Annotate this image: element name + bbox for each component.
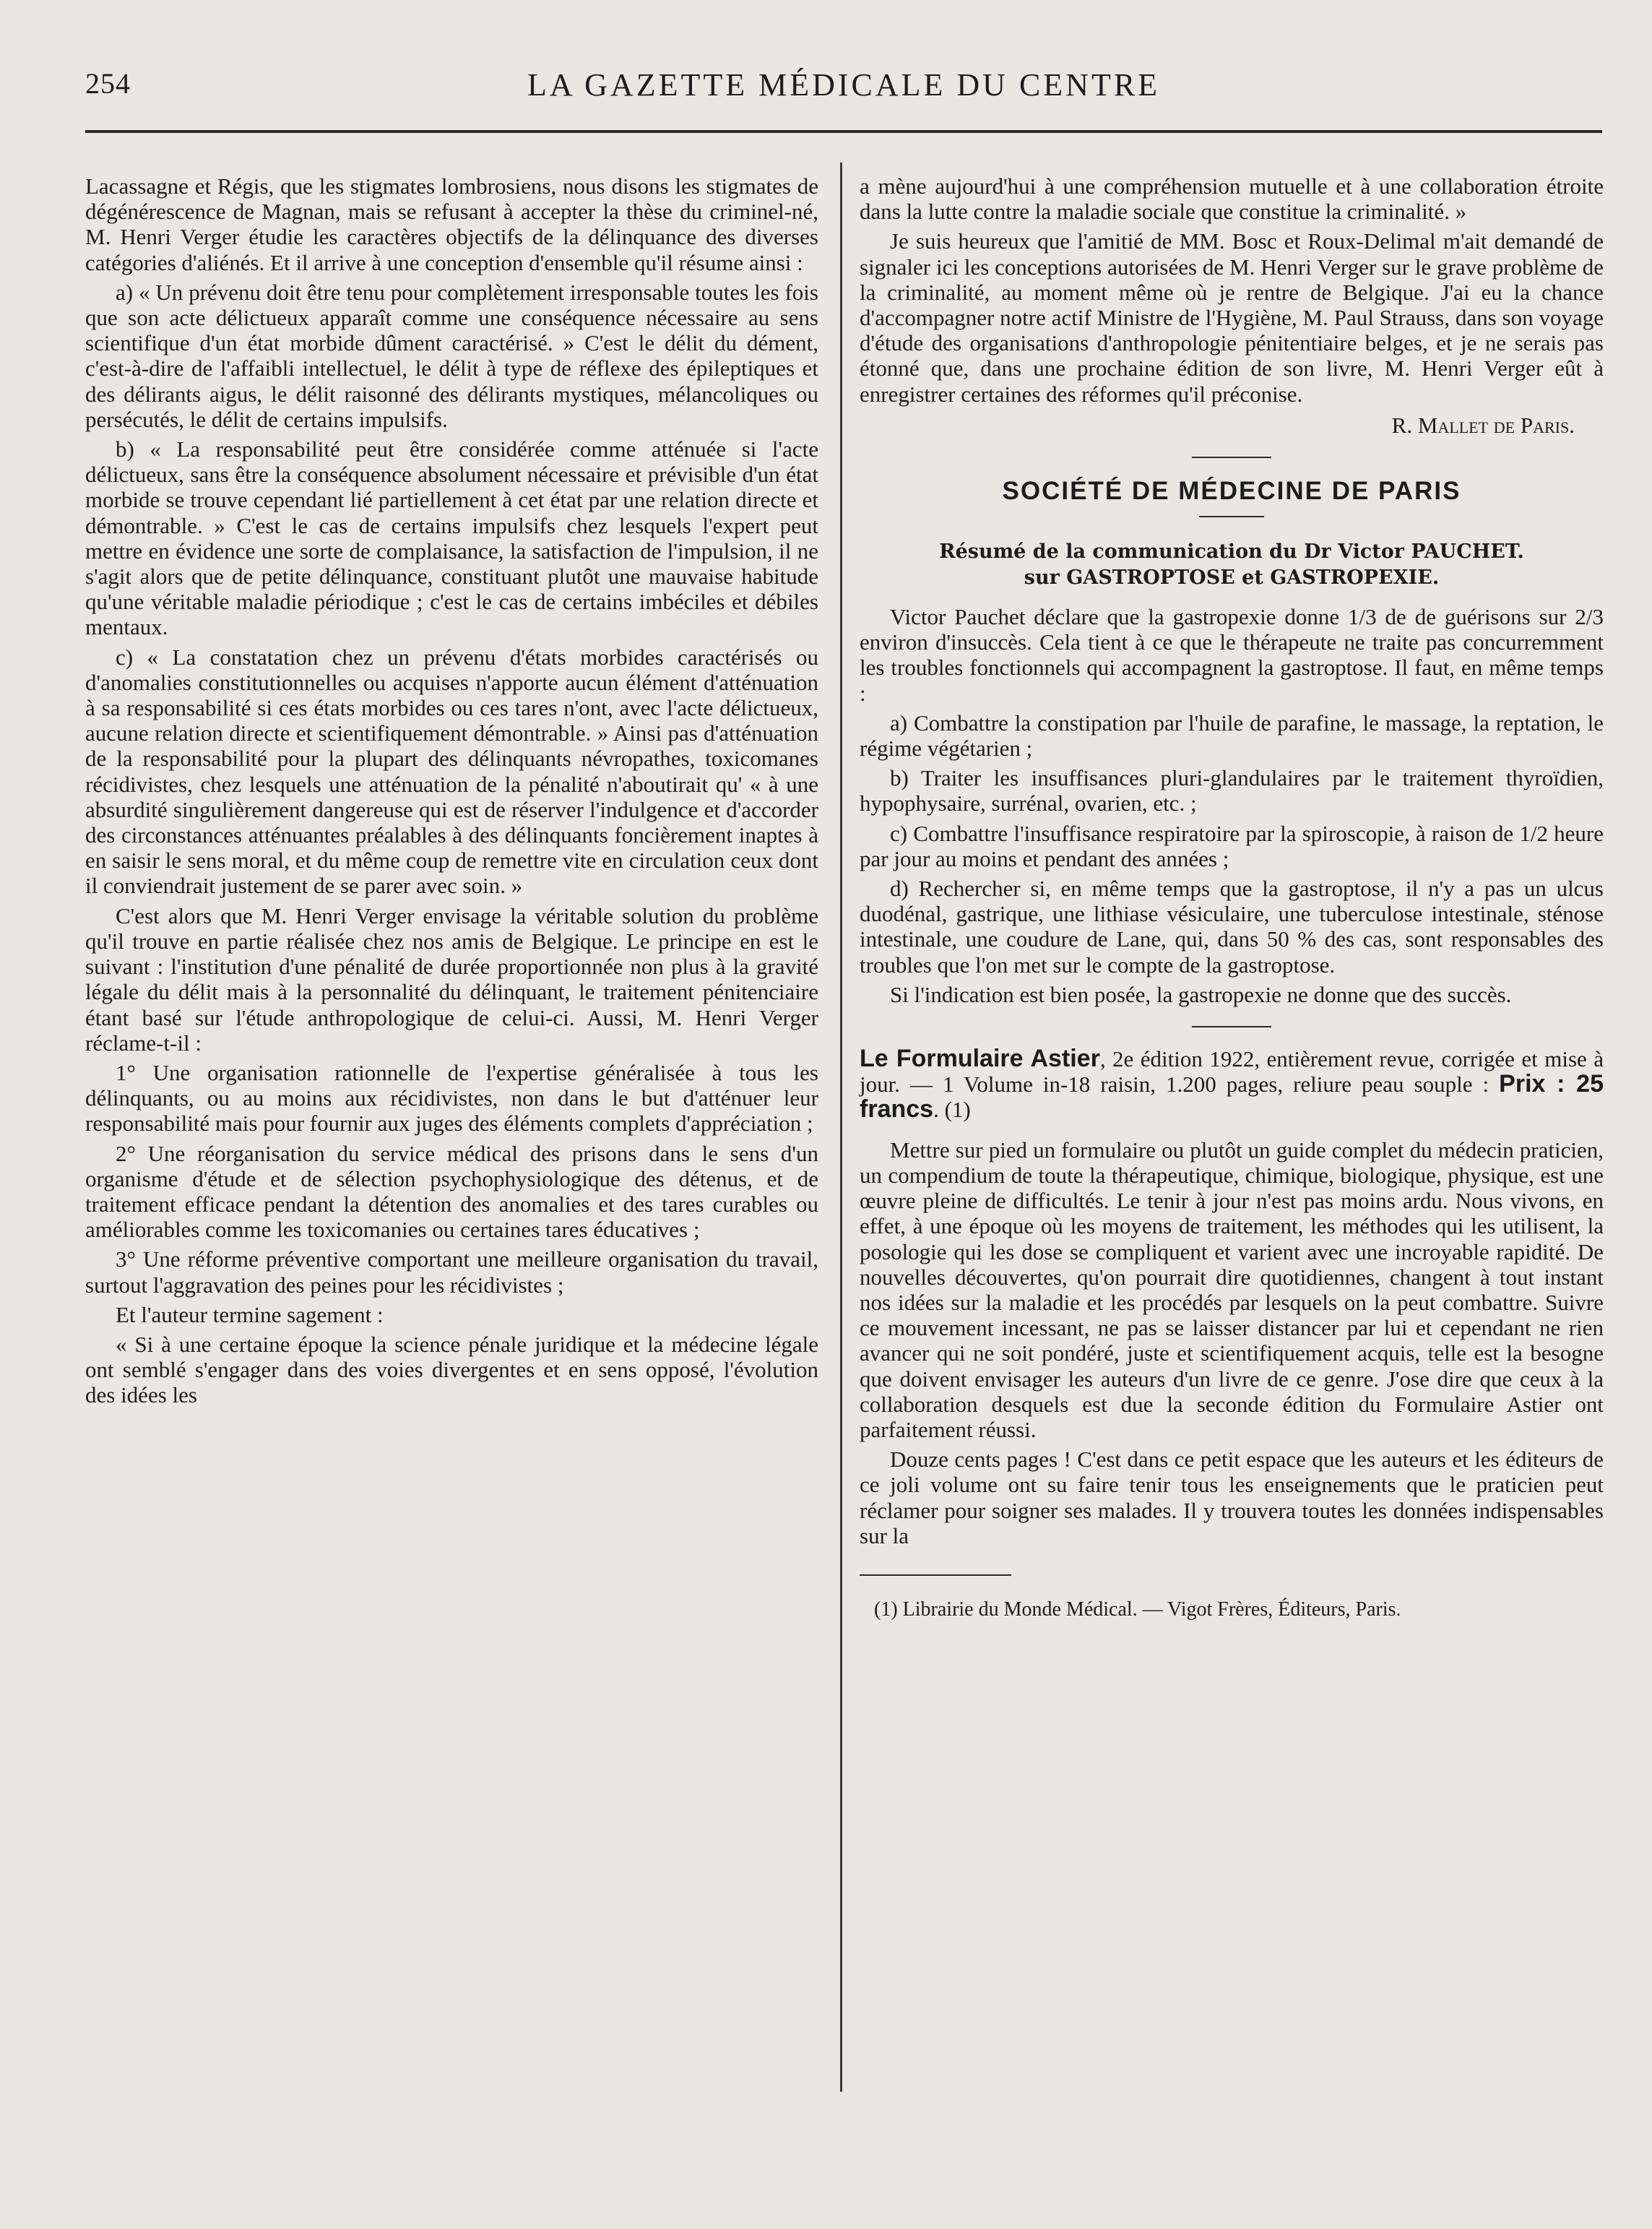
section-separator: [1192, 457, 1271, 458]
left-paragraph-7: 2° Une réorganisation du service médical des prisons dans le sens d'un organisme d'étude et de sélection psychophysiologique des détenus, et de traitement efficace pendant la détention des anomalies et des tares curables ou améliorables comme les toxicomanies ou certaines tares éducatives ;: [85, 1140, 818, 1243]
communication-item-b: b) Traiter les insuffisances pluri-glandulaires par le traitement thyroïdien, hypophysaire, surrénal, ovarien, etc. ;: [860, 765, 1604, 816]
left-paragraph-9: Et l'auteur termine sagement :: [116, 1301, 384, 1327]
left-paragraph-8: 3° Une réforme préventive comportant une meilleure organisation du travail, surtout l'aggravation des peines pour les récidivistes ;: [85, 1246, 818, 1298]
communication-item-c: c) Combattre l'insuffisance respiratoire par la spiroscopie, à raison de 1/2 heure par jour au moins et pendant des années ;: [860, 820, 1604, 871]
book-price: Prix : 25 francs: [860, 1070, 1604, 1124]
section-title: SOCIÉTÉ DE MÉDECINE DE PARIS: [1002, 477, 1461, 506]
column-divider: [840, 163, 842, 2092]
communication-paragraph-1: Victor Pauchet déclare que la gastropexie donne 1/3 de de guérisons sur 2/3 environ d'insuccès. Cela tient à ce que le thérapeute ne traite pas concurremment les troubles fonctionnels qui accompagnent la gastroptose. Il faut, en même temps :: [860, 604, 1604, 706]
page-header: [85, 66, 1602, 110]
left-paragraph-4: c) « La constatation chez un prévenu d'états morbides caractérisés ou d'anomalies constitutionnelles ou acquises n'apporte aucun élément d'atténuation à sa responsabilité si ces états morbides ou ces tares n'ont, avec l'acte délictueux, aucune relation directe et scientifiquement démontrable. » Ainsi pas d'atténuation de la responsabilité pour la plupart des délinquants névropathes, toxicomanes récidivistes, chez lesquels une atténuation de la pénalité n'aboutirait qu' « à une absurdité singulièrement dangereuse qui est de réserver l'indulgence et d'accorder des circonstances atténuantes préalables à des délinquants foncièrement inaptes à en saisir le sens moral, et du même coup de remettre vite en circulation ceux dont il conviendrait justement de se parer avec soin. »: [85, 644, 818, 899]
book-announcement: [860, 1046, 1604, 1123]
header-rule: [85, 130, 1602, 133]
review-paragraph-1: Mettre sur pied un formulaire ou plutôt un guide complet du médecin praticien, un compendium de toute la thérapeutique, chimique, biologique, physique, est une œuvre pleine de difficultés. Le tenir à jour n'est pas moins ardu. Nous vivons, en effet, à une époque où les moyens de traitement, les méthodes qui les utilisent, la posologie qui les dose se compliquent et varient avec une incroyable rapidité. De nouvelles découvertes, qu'on pourrait dire quotidiennes, changent à tout instant nos idées sur la maladie et les procédés par lesquels on la peut combattre. Suivre ce mouvement incessant, ne pas se laisser distancer par lui et cependant ne rien avancer qui ne soit pondéré, juste et scientifiquement acquis, telle est la besogne que doivent envisager les auteurs d'un livre de ce genre. J'ose dire que ceux à la collaboration desquels est due la seconde édition du Formulaire Astier ont parfaitement réussi.: [860, 1137, 1604, 1442]
book-title: Le Formulaire Astier: [860, 1045, 1100, 1073]
left-paragraph-10: « Si à une certaine époque la science pénale juridique et la médecine légale ont semblé s'engager dans des voies divergentes et en sens opposé, l'évolution des idées les: [85, 1331, 818, 1408]
review-paragraph-2: Douze cents pages ! C'est dans ce petit espace que les auteurs et les éditeurs de ce joli volume ont su faire tenir tous les enseignements que le praticien peut réclamer pour soigner ses malades. Il y trouvera toutes les données indispensables sur la: [860, 1447, 1604, 1548]
right-intro-1: a mène aujourd'hui à une compréhension mutuelle et à une collaboration étroite dans la lutte contre la maladie sociale que constitue la criminalité. »: [860, 173, 1604, 225]
left-column: [85, 173, 818, 1408]
footnote-reference: . (1): [933, 1097, 971, 1123]
left-paragraph-5: C'est alors que M. Henri Verger envisage la véritable solution du problème qu'il trouve en partie réalisée chez nos amis de Belgique. Le principe en est le suivant : l'institution d'une pénalité de durée proportionnée non plus à la gravité légale du délit mais à la personnalité du délinquant, le traitement pénitenciaire étant basé sur l'étude anthropologique de celui-ci. Aussi, M. Henri Verger réclame-t-il :: [85, 902, 818, 1056]
journal-title: LA GAZETTE MÉDICALE DU CENTRE: [527, 67, 1161, 103]
title-underline: [1199, 516, 1264, 517]
footnote: (1) Librairie du Monde Médical. — Vigot Frères, Éditeurs, Paris.: [874, 1598, 1401, 1621]
subtitle-line-1: Résumé de la communication du Dr Victor PAUCHET.: [939, 540, 1524, 564]
article-separator: [1192, 1026, 1271, 1027]
author-signature: R. Mallet de Paris.: [1391, 412, 1575, 438]
left-paragraph-1: Lacassagne et Régis, que les stigmates lombrosiens, nous disons les stigmates de dégénérescence de Magnan, mais se refusant à accepter la thèse du criminel-né, M. Henri Verger étudie les caractères objectifs de la délinquance des diverses catégories d'aliénés. Et il arrive à une conception d'ensemble qu'il résume ainsi :: [85, 173, 818, 275]
left-paragraph-6: 1° Une organisation rationnelle de l'expertise généralisée à tous les délinquants, ou au moins aux récidivistes, non dans le but d'atténuer leur responsabilité mais pour fournir aux juges des éléments complets d'appréciation ;: [85, 1059, 818, 1137]
page-number: 254: [85, 67, 131, 100]
left-paragraph-3: b) « La responsabilité peut être considérée comme atténuée si l'acte délictueux, sans être la conséquence absolument nécessaire et prévisible d'un état morbide se trouve cependant lié partiellement à cet état par une relation directe et démontrable. » C'est le cas de certains impulsifs chez lesquels l'expert peut mettre en évidence une sorte de complaisance, la satisfaction de l'impulsion, il ne s'agit alors que de petite délinquance, constituant plutôt une mauvaise habitude qu'une véritable maladie périodique ; c'est le cas de certains imbéciles et débiles mentaux.: [85, 436, 818, 640]
communication-subtitle: [860, 539, 1604, 591]
book-edition: , 2e édition 1922, entièrement revue, corrigée et mise à jour. — 1 Volume in-18 raisin, 1.200 pages, reliure peau souple :: [860, 1046, 1604, 1098]
footnote-rule: [860, 1574, 1011, 1576]
communication-conclusion: Si l'indication est bien posée, la gastropexie ne donne que des succès.: [890, 981, 1512, 1007]
right-intro-2: Je suis heureux que l'amitié de MM. Bosc et Roux-Delimal m'ait demandé de signaler ici les conceptions autorisées de M. Henri Verger sur le grave problème de la criminalité, au moment même où je rentre de Belgique. J'ai eu la chance d'accompagner notre actif Ministre de l'Hygiène, M. Paul Strauss, dans son voyage d'étude des organisations d'anthropologie pénitentiaire belges, et je ne serais pas étonné que, dans une prochaine édition de son livre, M. Henri Verger eût à enregistrer certaines des réformes qu'il préconise.: [860, 228, 1604, 407]
subtitle-line-2: sur GASTROPTOSE et GASTROPEXIE.: [1024, 566, 1440, 590]
communication-item-a: a) Combattre la constipation par l'huile de parafine, le massage, la reptation, le régime végétarien ;: [860, 710, 1604, 762]
left-paragraph-2: a) « Un prévenu doit être tenu pour complètement irresponsable toutes les fois que son acte délictueux apparaît comme une conséquence nécessaire au sens scientifique d'un état morbide dûment caractérisé. » C'est le délit du dément, c'est-à-dire de l'affaibli intellectuel, le délit à type de réflexe des épileptiques et des délirants aigus, le délit raisonné des délirants mystiques, mélancoliques ou persécutés, le délit de certains impulsifs.: [85, 279, 818, 432]
communication-item-d: d) Rechercher si, en même temps que la gastroptose, il n'y a pas un ulcus duodénal, gastrique, une lithiase vésiculaire, une tuberculose intestinale, sténose intestinale, une coudure de Lane, qui, dans 50 % des cas, sont responsables des troubles que l'on met sur le compte de la gastroptose.: [860, 876, 1604, 978]
right-column: [860, 173, 1604, 1622]
